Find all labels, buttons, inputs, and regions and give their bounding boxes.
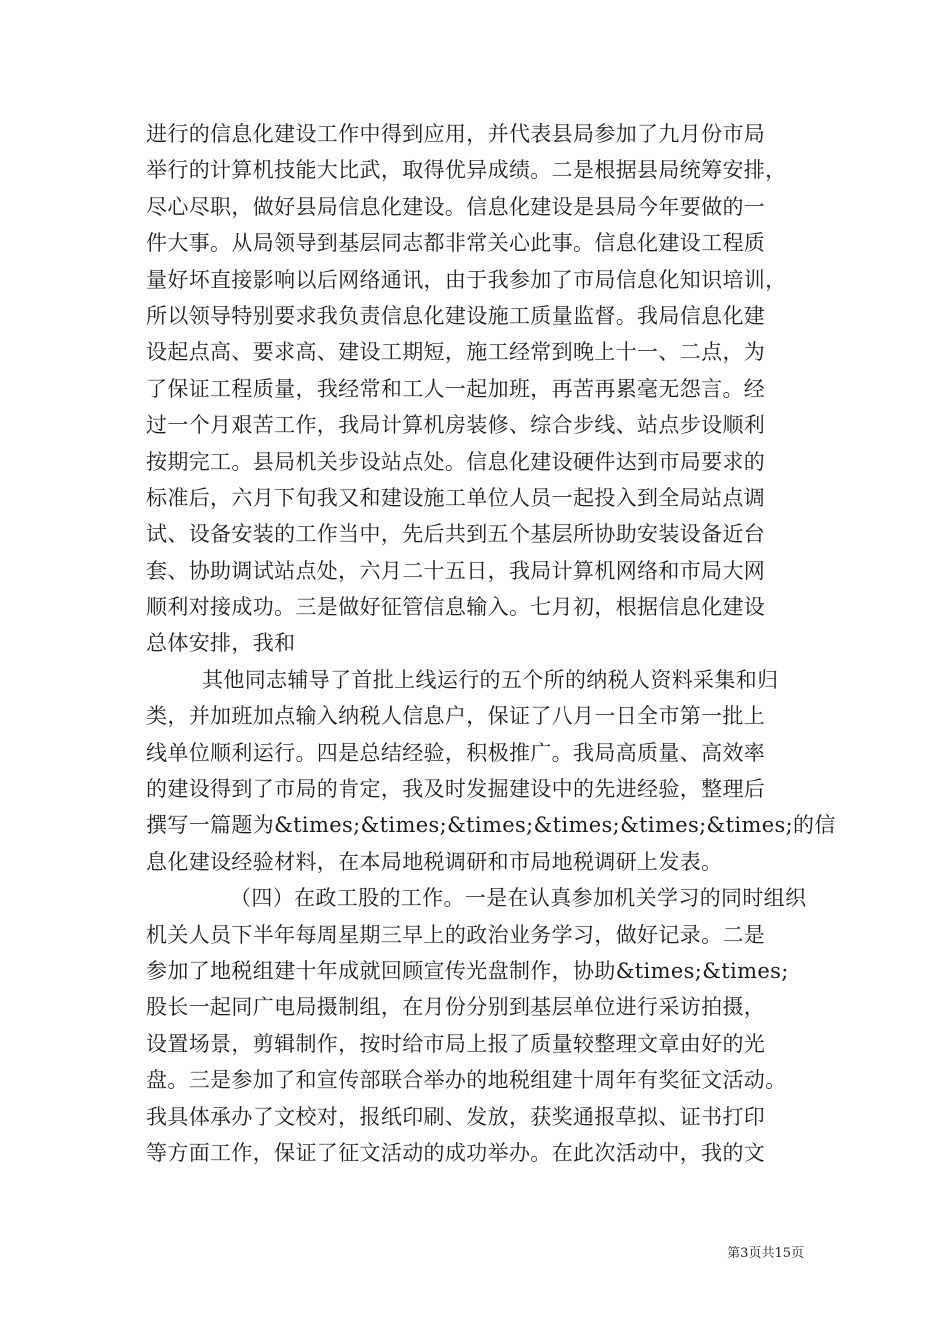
text-line: 我具体承办了文校对，报纸印刷、发放，获奖通报草拟、证书打印 xyxy=(146,1104,766,1129)
section-heading-line: （四）在政工股的工作。一是在认真参加机关学习的同时组织 xyxy=(230,886,807,911)
text-line: 举行的计算机技能大比武，取得优异成绩。二是根据县局统筹安排， xyxy=(146,158,787,183)
text-line: 了保证工程质量，我经常和工人一起加班，再苦再累毫无怨言。经 xyxy=(146,376,766,401)
text-line: 股长一起同广电局摄制组，在月份分别到基层单位进行采访拍摄， xyxy=(146,995,766,1020)
text-line: 试、设备安装的工作当中，先后共到五个基层所协助安装设备近台 xyxy=(146,522,766,547)
text-line: 套、协助调试站点处，六月二十五日，我局计算机网络和市局大网 xyxy=(146,558,766,583)
text-line: 等方面工作，保证了征文活动的成功举办。在此次活动中，我的文 xyxy=(146,1140,766,1165)
text-line: 盘。三是参加了和宣传部联合举办的地税组建十周年有奖征文活动。 xyxy=(146,1068,787,1093)
text-line: 的建设得到了市局的肯定，我及时发掘建设中的先进经验，整理后 xyxy=(146,777,766,802)
text-line: 过一个月艰苦工作，我局计算机房装修、综合步线、站点步设顺利 xyxy=(146,413,766,438)
text-line: 类，并加班加点输入纳税人信息户，保证了八月一日全市第一批上 xyxy=(146,704,766,729)
paragraph-start-line: 其他同志辅导了首批上线运行的五个所的纳税人资料采集和归 xyxy=(202,667,779,692)
body-text xyxy=(146,116,836,1171)
text-line: 参加了地税组建十年成就回顾宣传光盘制作，协助&times;&times; xyxy=(146,958,789,983)
text-line: 设置场景，剪辑制作，按时给市局上报了质量较整理文章由好的光 xyxy=(146,1031,766,1056)
page-number xyxy=(727,1242,804,1261)
page-number-label: 第3页共15页 xyxy=(727,1246,804,1261)
text-line: 顺利对接成功。三是做好征管信息输入。七月初，根据信息化建设 xyxy=(146,595,766,620)
text-line: 线单位顺利运行。四是总结经验，积极推广。我局高质量、高效率 xyxy=(146,740,766,765)
text-line: 所以领导特别要求我负责信息化建设施工质量监督。我局信息化建 xyxy=(146,303,766,328)
text-line: 尽心尽职，做好县局信息化建设。信息化建设是县局今年要做的一 xyxy=(146,194,766,219)
text-line: 撰写一篇题为&times;&times;&times;&times;&times;&times;的信 xyxy=(146,813,836,838)
text-line: 进行的信息化建设工作中得到应用，并代表县局参加了九月份市局 xyxy=(146,122,766,146)
text-line: 按期完工。县局机关步设站点处。信息化建设硬件达到市局要求的 xyxy=(146,449,766,474)
text-line: 标准后，六月下旬我又和建设施工单位人员一起投入到全局站点调 xyxy=(146,485,766,510)
text-line: 机关人员下半年每周星期三早上的政治业务学习，做好记录。二是 xyxy=(146,922,766,947)
text-line: 量好坏直接影响以后网络通讯，由于我参加了市局信息化知识培训， xyxy=(146,267,787,292)
text-line: 件大事。从局领导到基层同志都非常关心此事。信息化建设工程质 xyxy=(146,231,766,256)
text-line: 息化建设经验材料，在本局地税调研和市局地税调研上发表。 xyxy=(146,849,723,874)
text-line: 设起点高、要求高、建设工期短，施工经常到晚上十一、二点，为 xyxy=(146,340,766,365)
text-line: 总体安排，我和 xyxy=(146,631,296,656)
